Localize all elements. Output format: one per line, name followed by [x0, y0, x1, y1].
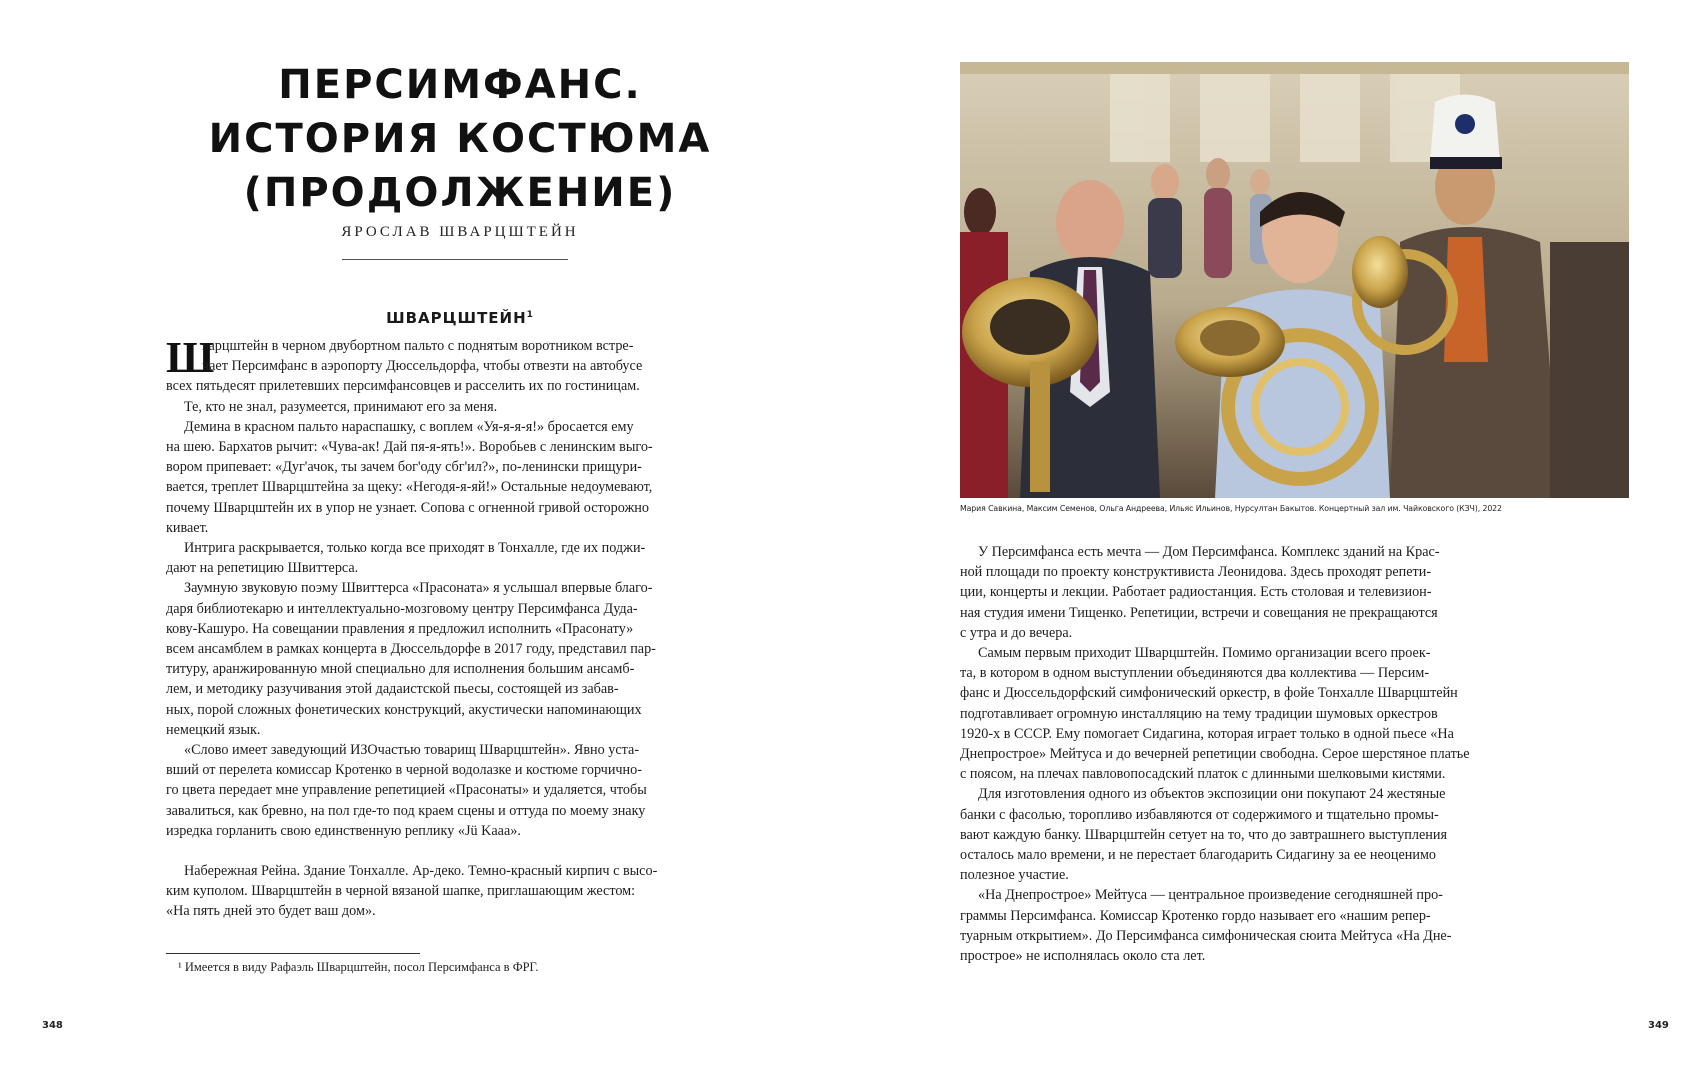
- text-line: чает Персимфанс в аэропорту Дюссельдорфа, чтобы отвезти на автобусе: [202, 358, 643, 375]
- text-line: вший от перелета комиссар Кротенко в черной водолазке и костюме горчично-: [166, 762, 642, 779]
- title-divider: [342, 259, 568, 260]
- text-line: Интрига раскрывается, только когда все приходят в Тонхалле, где их поджи-: [184, 540, 646, 557]
- article-title: [180, 58, 740, 220]
- text-line: прострое» не исполнялась около ста лет.: [960, 948, 1206, 965]
- text-line: лем, и методику разучивания этой дадаистской пьесы, состоящей из забав-: [166, 681, 619, 698]
- text-line: «На Днепрострое» Мейтуса — центральное произведение сегодняшней про-: [978, 887, 1443, 904]
- page-number-left: 348: [42, 1020, 63, 1031]
- text-line: с утра и до вечера.: [960, 624, 1073, 641]
- text-line: ким куполом. Шварцштейн в черной вязаной шапке, приглашающим жестом:: [166, 883, 636, 900]
- title-line: ПЕРСИМФАНС.: [278, 62, 642, 108]
- text-line: вают каждую банку. Шварцштейн сетует на то, что до завтрашнего выступления: [960, 826, 1447, 843]
- text-line: «Слово имеет заведующий ИЗОчастью товарищ Шварцштейн». Явно уста-: [184, 742, 640, 759]
- text-line: У Персимфанса есть мечта — Дом Персимфанса. Комплекс зданий на Крас-: [978, 544, 1440, 560]
- drop-cap: Ш: [166, 333, 215, 382]
- text-line: ная студия имени Тищенко. Репетиции, встречи и совещания не прекращаются: [960, 604, 1438, 621]
- text-line: титуру, аранжированную мной специально для исполнения большим ансамб-: [166, 661, 635, 678]
- text-line: Днепрострое» Мейтуса и до вечерней репетиции свободна. Серое шерстяное платье: [960, 746, 1470, 763]
- text-line: ции, концерты и лекции. Работает радиостанция. Есть столовая и телевизион-: [960, 584, 1432, 601]
- page-number-right: 349: [1648, 1020, 1669, 1031]
- text-line: даря библиотекарю и интеллектуально-мозговому центру Персимфанса Дуда-: [166, 600, 638, 617]
- text-line: фанс и Дюссельдорфский симфонический оркестр, в фойе Тонхалле Шварцштейн: [960, 685, 1458, 702]
- text-line: Демина в красном пальто нараспашку, с воплем «Уя-я-я-я!» бросается ему: [184, 418, 634, 435]
- text-line: го цвета передает мне управление репетицией «Прасонаты» и удаляется, чтобы: [166, 782, 647, 799]
- section-heading: [180, 309, 740, 327]
- text-line: Те, кто не знал, разумеется, принимают его за меня.: [184, 398, 498, 415]
- text-line: почему Шварцштейн их в упор не узнает. Сопова с огненной гривой осторожно: [166, 499, 649, 516]
- text-line: завалиться, как бревно, на пол где-то под краем сцены и оттуда по моему знаку: [166, 802, 646, 819]
- text-line: банки с фасолью, торопливо избавляются от содержимого и тщательно промы-: [960, 806, 1439, 823]
- title-line: (ПРОДОЛЖЕНИЕ): [243, 170, 677, 216]
- text-line: ной площади по проекту конструктивиста Леонидова. Здесь проходят репети-: [960, 564, 1432, 581]
- right-body-text: [960, 542, 1548, 966]
- title-line: ИСТОРИЯ КОСТЮМА: [208, 116, 712, 162]
- author-byline: ЯРОСЛАВ ШВАРЦШТЕЙН: [341, 224, 579, 240]
- left-body-text: [166, 333, 744, 922]
- text-line: подготавливает огромную инсталляцию на тему традиции шумовых оркестров: [960, 705, 1438, 722]
- text-line: кивает.: [166, 519, 209, 536]
- text-line: граммы Персимфанса. Комиссар Кротенко гордо называет его «нашим репер-: [960, 907, 1431, 924]
- text-line: Заумную звуковую поэму Швиттерса «Прасоната» я услышал впервые благо-: [184, 580, 653, 597]
- footnote-ref: 1: [526, 310, 534, 320]
- text-line: осталось мало времени, и не перестает благодарить Сидагину за ее неоценимо: [960, 847, 1437, 864]
- text-line: полезное участие.: [960, 867, 1069, 884]
- text-line: Набережная Рейна. Здание Тонхалле. Ар-деко. Темно-красный кирпич с высо-: [184, 863, 658, 880]
- footnote: ¹ Имеется в виду Рафаэль Шварцштейн, посол Персимфанса в ФРГ.: [178, 960, 539, 974]
- footnote-divider: [166, 953, 420, 954]
- text-line: ных, порой сложных фонетических конструкций, акустически напоминающих: [166, 701, 642, 718]
- text-line: на шею. Бархатов рычит: «Чува-ак! Дай пя-я-ять!». Воробьев с ленинским выго-: [166, 439, 653, 456]
- text-line: Самым первым приходит Шварцштейн. Помимо организации всего проек-: [978, 645, 1431, 662]
- text-line: вается, треплет Шварцштейна за щеку: «Негодя-я-яй!» Остальные недоумевают,: [166, 479, 653, 496]
- text-line: туарным открытием». До Персимфанса симфоническая сюита Мейтуса «На Дне-: [960, 927, 1452, 944]
- text-line: «На пять дней это будет ваш дом».: [166, 903, 376, 920]
- text-line: Для изготовления одного из объектов экспозиции они покупают 24 жестяные: [978, 786, 1446, 803]
- text-line: всем ансамблем в рамках концерта в Дюссельдорфе в 2017 году, представил пар-: [166, 641, 656, 658]
- text-line: всех пятьдесят прилетевших персимфансовцев и расселить их по гостиницам.: [166, 378, 640, 395]
- blank-line: [166, 841, 744, 861]
- text-line: кову-Кашуро. На совещании правления я предложил исполнить «Прасонату»: [166, 620, 634, 637]
- text-line: изредка горланить свою единственную реплику «Jü Kaaa».: [166, 822, 521, 839]
- text-line: дают на репетицию Швиттерса.: [166, 560, 359, 577]
- section-heading-text: ШВАРЦШТЕЙН: [386, 309, 527, 327]
- text-line: 1920-х в СССР. Ему помогает Сидагина, которая играет только в одной пьесе «На: [960, 725, 1454, 742]
- text-line: немецкий язык.: [166, 721, 261, 738]
- text-line: варцштейн в черном двубортном пальто с поднятым воротником встре-: [202, 338, 634, 354]
- photo: [960, 62, 1629, 498]
- text-line: с поясом, на плечах павловопосадский платок с длинными шелковыми кистями.: [960, 766, 1446, 783]
- text-line: вором припевает: «Дуг'ачок, ты зачем бог'оду сбг'ил?», по-ленински прищури-: [166, 459, 642, 476]
- photo-caption: Мария Савкина, Максим Семенов, Ольга Андреева, Ильяс Ильинов, Нурсултан Бакытов. Концертный зал им. Чайковского (КЗЧ), 2022: [960, 504, 1502, 513]
- text-line: та, в котором в одном выступлении объединяются два коллектива — Персим-: [960, 665, 1430, 682]
